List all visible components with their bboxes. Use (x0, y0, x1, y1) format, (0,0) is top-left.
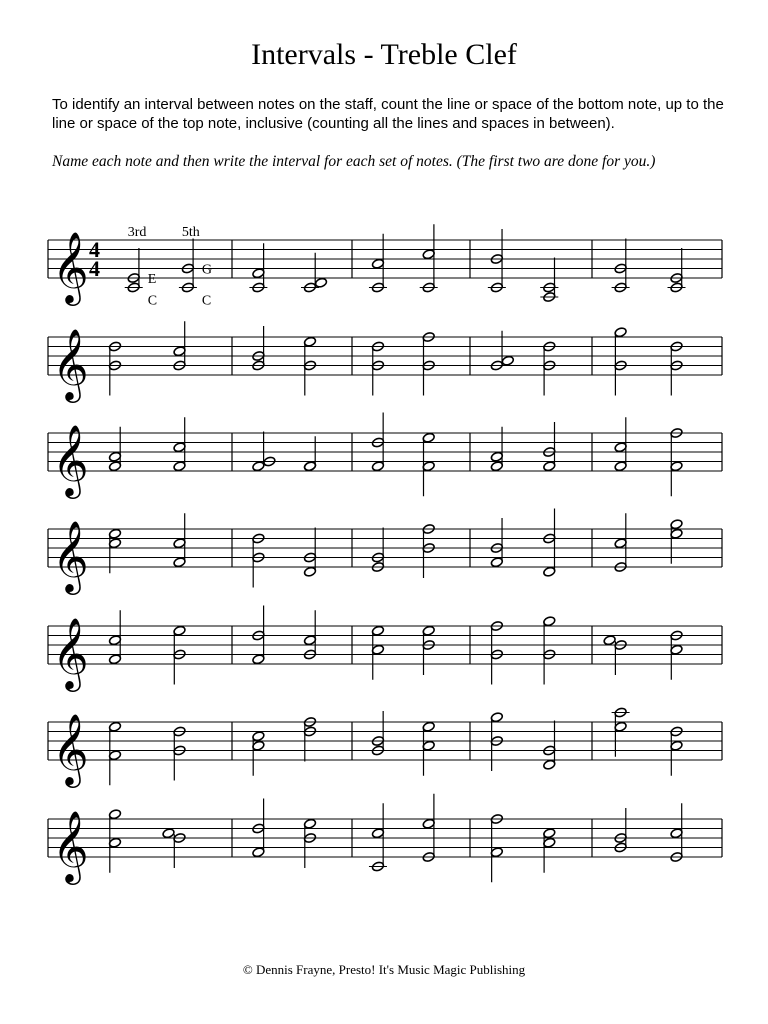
note-head (173, 461, 186, 472)
note-head (108, 809, 121, 820)
note-head (670, 828, 683, 839)
note-head (108, 750, 121, 761)
note-head (603, 635, 616, 646)
note-head (108, 635, 121, 646)
note-head (108, 721, 121, 732)
note-head (173, 625, 186, 636)
note-head (670, 740, 683, 751)
top-note-label: G (201, 262, 213, 278)
note-head (543, 759, 556, 770)
note-head (490, 712, 503, 723)
note-head (670, 528, 683, 539)
note-head (108, 528, 121, 539)
note-head (108, 451, 121, 462)
note-head (422, 432, 435, 443)
note-head (173, 442, 186, 453)
note-head (501, 355, 514, 366)
note-head (614, 538, 627, 549)
bottom-note-label: C (147, 293, 158, 309)
note-head (108, 837, 121, 848)
note-head (614, 461, 627, 472)
note-head (108, 461, 121, 472)
time-signature-top: 4 (89, 237, 100, 262)
note-head (543, 461, 556, 472)
treble-clef-icon: 𝄞 (52, 809, 89, 882)
note-head (252, 847, 265, 858)
note-head (371, 625, 384, 636)
treble-clef-icon: 𝄞 (52, 712, 89, 785)
treble-clef-icon: 𝄞 (52, 616, 89, 689)
treble-clef-icon: 𝄞 (52, 230, 89, 303)
treble-clef-icon: 𝄞 (52, 519, 89, 592)
note-head (252, 740, 265, 751)
note-head (422, 625, 435, 636)
note-head (543, 566, 556, 577)
note-head (303, 461, 316, 472)
copyright-footer: © Dennis Frayne, Presto! It's Music Magic Publishing (242, 962, 526, 977)
instruction-text: Name each note and then write the interval for each set of notes. (The first two are done for you.) (52, 153, 656, 170)
note-head (543, 828, 556, 839)
note-head (543, 837, 556, 848)
note-head (670, 519, 683, 530)
note-head (303, 336, 316, 347)
note-head (670, 644, 683, 655)
note-head (303, 566, 316, 577)
note-head (490, 557, 503, 568)
note-head (252, 731, 265, 742)
note-head (422, 740, 435, 751)
top-note-label: E (147, 272, 157, 287)
note-head (490, 461, 503, 472)
note-head (108, 538, 121, 549)
note-head (422, 461, 435, 472)
note-head (422, 818, 435, 829)
note-head (252, 268, 265, 279)
note-head (422, 721, 435, 732)
note-head (614, 327, 627, 338)
note-head (303, 818, 316, 829)
note-head (314, 277, 327, 288)
note-head (490, 847, 503, 858)
bottom-note-label: C (201, 293, 212, 309)
note-head (670, 461, 683, 472)
note-head (108, 654, 121, 665)
note-head (371, 258, 384, 269)
treble-clef-icon: 𝄞 (52, 327, 89, 400)
note-head (490, 451, 503, 462)
note-head (252, 654, 265, 665)
interval-label: 5th (181, 225, 200, 240)
note-head (543, 616, 556, 627)
note-head (173, 557, 186, 568)
note-head (422, 249, 435, 260)
interval-label: 3rd (127, 225, 147, 240)
page-title: Intervals - Treble Clef (251, 38, 517, 71)
note-head (371, 461, 384, 472)
note-head (371, 828, 384, 839)
note-head (173, 346, 186, 357)
note-head (371, 644, 384, 655)
note-head (162, 828, 175, 839)
treble-clef-icon: 𝄞 (52, 423, 89, 496)
note-head (252, 461, 265, 472)
note-head (303, 635, 316, 646)
note-head (173, 538, 186, 549)
intro-paragraph: To identify an interval between notes on the staff, count the line or space of the bottom note, up to the line or space of the top note, inclusive (counting all the lines and spaces in between). (52, 96, 724, 132)
note-head (614, 721, 627, 732)
time-signature-bottom: 4 (89, 256, 100, 281)
note-head (614, 442, 627, 453)
